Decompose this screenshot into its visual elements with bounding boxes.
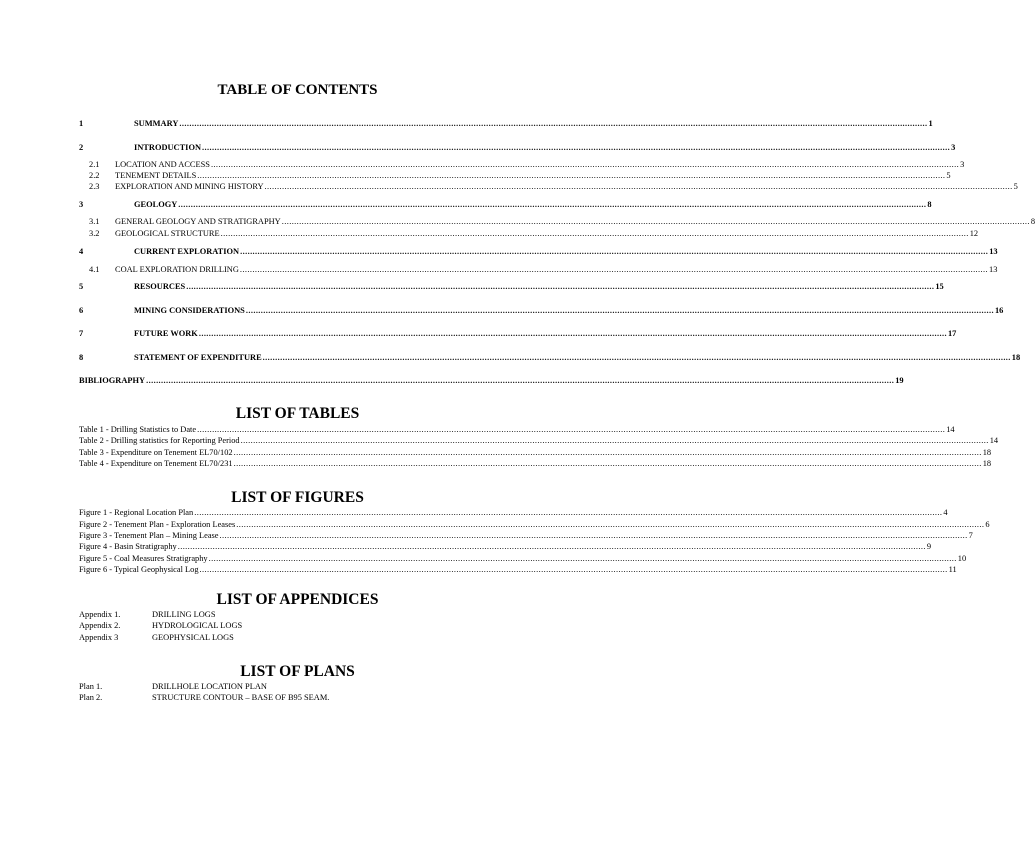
table-entry[interactable] bbox=[79, 459, 992, 469]
toc-entry-introduction[interactable] bbox=[79, 143, 956, 153]
plan-label: STRUCTURE CONTOUR – BASE OF B95 SEAM. bbox=[152, 693, 330, 702]
list-of-tables-title: LIST OF TABLES bbox=[235, 405, 360, 422]
toc-entry-label: FUTURE WORK bbox=[134, 329, 198, 338]
plan-label: DRILLHOLE LOCATION PLAN bbox=[152, 682, 267, 691]
figure-entry[interactable] bbox=[79, 565, 957, 575]
dot-leader: ............................................................................................................................................................................................................................................................................................................ bbox=[219, 531, 968, 540]
toc-entry-page: 19 bbox=[895, 376, 904, 385]
appendix-entry[interactable] bbox=[79, 621, 242, 631]
figure-entry-label: Figure 3 - Tenement Plan – Mining Lease bbox=[79, 531, 219, 540]
toc-entry-number: 3 bbox=[79, 200, 84, 209]
figure-entry-label: Figure 6 - Typical Geophysical Log bbox=[79, 565, 199, 574]
dot-leader: ............................................................................................................................................................................................................................................................................................................ bbox=[177, 542, 926, 551]
toc-entry-summary[interactable] bbox=[79, 119, 933, 129]
toc-subentry-tenement-details[interactable] bbox=[89, 171, 951, 181]
toc-entry-label: MINING CONSIDERATIONS bbox=[134, 306, 245, 315]
list-of-appendices-title: LIST OF APPENDICES bbox=[216, 591, 379, 608]
figure-entry[interactable] bbox=[79, 531, 973, 541]
appendix-ref: Appendix 2. bbox=[79, 621, 121, 630]
table-entry[interactable] bbox=[79, 448, 992, 458]
dot-leader: ............................................................................................................................................................................................................................................................................................................ bbox=[264, 182, 1013, 191]
plan-ref: Plan 1. bbox=[79, 682, 103, 691]
dot-leader: ............................................................................................................................................................................................................................................................................................................ bbox=[240, 436, 989, 445]
table-entry-page: 18 bbox=[982, 459, 992, 468]
dot-leader: ............................................................................................................................................................................................................................................................................................................ bbox=[194, 508, 943, 517]
toc-entry-page: 3 bbox=[951, 143, 956, 152]
table-entry[interactable] bbox=[79, 436, 999, 446]
dot-leader: ............................................................................................................................................................................................................................................................................................................ bbox=[210, 160, 960, 169]
toc-entry-label: RESOURCES bbox=[134, 282, 186, 291]
figure-entry-label: Figure 1 - Regional Location Plan bbox=[79, 508, 194, 517]
dot-leader: ............................................................................................................................................................................................................................................................................................................ bbox=[202, 143, 951, 152]
toc-entry-page: 12 bbox=[969, 229, 979, 238]
appendix-label: HYDROLOGICAL LOGS bbox=[152, 621, 243, 630]
table-entry-page: 14 bbox=[989, 436, 999, 445]
figure-entry-page: 7 bbox=[968, 531, 973, 540]
toc-entry-label: COAL EXPLORATION DRILLING bbox=[115, 265, 239, 274]
toc-entry-number: 4 bbox=[79, 247, 84, 256]
table-entry-page: 14 bbox=[946, 425, 955, 434]
toc-entry-page: 5 bbox=[1013, 182, 1018, 191]
dot-leader: ............................................................................................................................................................................................................................................................................................................ bbox=[186, 282, 935, 291]
figure-entry-page: 11 bbox=[948, 565, 957, 574]
toc-entry-number: 2.2 bbox=[89, 171, 100, 180]
appendix-entry[interactable] bbox=[79, 633, 234, 643]
dot-leader: ............................................................................................................................................................................................................................................................................................................ bbox=[198, 329, 947, 338]
table-entry[interactable] bbox=[79, 425, 955, 435]
toc-entry-future-work[interactable] bbox=[79, 329, 957, 339]
dot-leader: ............................................................................................................................................................................................................................................................................................................ bbox=[197, 425, 946, 434]
figure-entry-page: 6 bbox=[985, 520, 990, 529]
toc-entry-page: 13 bbox=[989, 265, 998, 274]
appendix-ref: Appendix 3 bbox=[79, 633, 119, 642]
toc-entry-number: 2 bbox=[79, 143, 84, 152]
toc-entry-label: STATEMENT OF EXPENDITURE bbox=[134, 353, 262, 362]
toc-entry-page: 8 bbox=[1030, 217, 1035, 226]
toc-entry-label: INTRODUCTION bbox=[134, 143, 202, 152]
toc-entry-resources[interactable] bbox=[79, 282, 944, 292]
plan-ref: Plan 2. bbox=[79, 693, 103, 702]
toc-entry-label: CURRENT EXPLORATION bbox=[134, 247, 240, 256]
figure-entry-page: 10 bbox=[957, 554, 967, 563]
toc-entry-page: 17 bbox=[947, 329, 957, 338]
dot-leader: ............................................................................................................................................................................................................................................................................................................ bbox=[233, 459, 982, 468]
toc-entry-geology[interactable] bbox=[79, 200, 932, 210]
dot-leader: ............................................................................................................................................................................................................................................................................................................ bbox=[178, 200, 927, 209]
toc-subentry-coal-exploration-drilling[interactable] bbox=[89, 265, 998, 275]
dot-leader: ............................................................................................................................................................................................................................................................................................................ bbox=[233, 448, 982, 457]
toc-entry-number: 1 bbox=[79, 119, 84, 128]
figure-entry[interactable] bbox=[79, 542, 932, 552]
table-entry-label: Table 2 - Drilling statistics for Reporting Period bbox=[79, 436, 240, 445]
figure-entry-page: 9 bbox=[926, 542, 932, 551]
toc-entry-number: 3.2 bbox=[89, 229, 100, 238]
dot-leader: ............................................................................................................................................................................................................................................................................................................ bbox=[220, 229, 969, 238]
toc-entry-number: 5 bbox=[79, 282, 84, 291]
list-of-figures-title: LIST OF FIGURES bbox=[231, 489, 364, 506]
dot-leader: ............................................................................................................................................................................................................................................................................................................ bbox=[281, 217, 1030, 226]
toc-entry-page: 1 bbox=[928, 119, 933, 128]
toc-entry-mining-considerations[interactable] bbox=[79, 306, 1004, 316]
toc-entry-label: SUMMARY bbox=[134, 119, 179, 128]
toc-entry-number: 6 bbox=[79, 306, 84, 315]
toc-entry-label: GENERAL GEOLOGY AND STRATIGRAPHY bbox=[115, 217, 281, 226]
toc-entry-page: 5 bbox=[946, 171, 951, 180]
toc-entry-page: 13 bbox=[989, 247, 998, 256]
dot-leader: ............................................................................................................................................................................................................................................................................................................ bbox=[197, 171, 946, 180]
toc-entry-statement-of-expenditure[interactable] bbox=[79, 353, 1021, 363]
toc-title: TABLE OF CONTENTS bbox=[217, 82, 378, 98]
toc-entry-number: 2.3 bbox=[89, 182, 100, 191]
list-of-plans-title: LIST OF PLANS bbox=[240, 663, 355, 680]
figure-entry[interactable] bbox=[79, 520, 990, 530]
appendix-entry[interactable] bbox=[79, 610, 216, 620]
figure-entry[interactable] bbox=[79, 554, 967, 564]
dot-leader: ............................................................................................................................................................................................................................................................................................................ bbox=[236, 520, 985, 529]
toc-entry-number: 3.1 bbox=[89, 217, 100, 226]
dot-leader: ............................................................................................................................................................................................................................................................................................................ bbox=[262, 353, 1011, 362]
toc-entry-label: EXPLORATION AND MINING HISTORY bbox=[115, 182, 264, 191]
table-entry-label: Table 4 - Expenditure on Tenement EL70/231 bbox=[79, 459, 233, 468]
toc-subentry-exploration-history[interactable] bbox=[89, 182, 1018, 192]
figure-entry-label: Figure 2 - Tenement Plan - Exploration Leases bbox=[79, 520, 236, 529]
toc-entry-label: TENEMENT DETAILS bbox=[115, 171, 197, 180]
plan-entry[interactable] bbox=[79, 693, 329, 703]
dot-leader: ............................................................................................................................................................................................................................................................................................................ bbox=[240, 247, 989, 256]
toc-entry-bibliography[interactable] bbox=[79, 376, 904, 386]
figure-entry-label: Figure 4 - Basin Stratigraphy bbox=[79, 542, 177, 551]
dot-leader: ............................................................................................................................................................................................................................................................................................................ bbox=[179, 119, 928, 128]
figure-entry[interactable] bbox=[79, 508, 948, 518]
toc-entry-page: 3 bbox=[960, 160, 965, 169]
toc-entry-page: 8 bbox=[927, 200, 932, 209]
table-entry-page: 18 bbox=[982, 448, 992, 457]
toc-entry-label: GEOLOGICAL STRUCTURE bbox=[115, 229, 220, 238]
appendix-ref: Appendix 1. bbox=[79, 610, 121, 619]
dot-leader: ............................................................................................................................................................................................................................................................................................................ bbox=[239, 265, 989, 274]
table-entry-label: Table 1 - Drilling Statistics to Date bbox=[79, 425, 197, 434]
toc-entry-number: 2.1 bbox=[89, 160, 100, 169]
table-entry-label: Table 3 - Expenditure on Tenement EL70/102 bbox=[79, 448, 233, 457]
toc-entry-number: 8 bbox=[79, 353, 84, 362]
toc-entry-current-exploration[interactable] bbox=[79, 247, 998, 257]
dot-leader: ............................................................................................................................................................................................................................................................................................................ bbox=[199, 565, 948, 574]
toc-entry-label: GEOLOGY bbox=[134, 200, 178, 209]
toc-subentry-general-geology[interactable] bbox=[89, 217, 1035, 227]
dot-leader: ............................................................................................................................................................................................................................................................................................................ bbox=[245, 306, 994, 315]
toc-entry-page: 15 bbox=[935, 282, 944, 291]
figure-entry-label: Figure 5 - Coal Measures Stratigraphy bbox=[79, 554, 208, 563]
dot-leader: ............................................................................................................................................................................................................................................................................................................ bbox=[208, 554, 957, 563]
appendix-label: DRILLING LOGS bbox=[152, 610, 216, 619]
toc-entry-page: 18 bbox=[1011, 353, 1021, 362]
toc-entry-number: 4.1 bbox=[89, 265, 100, 274]
plan-entry[interactable] bbox=[79, 682, 267, 692]
toc-entry-label: BIBLIOGRAPHY bbox=[79, 376, 146, 385]
figure-entry-page: 4 bbox=[943, 508, 948, 517]
toc-entry-label: LOCATION AND ACCESS bbox=[115, 160, 210, 169]
toc-subentry-geological-structure[interactable] bbox=[89, 229, 979, 239]
appendix-label: GEOPHYSICAL LOGS bbox=[152, 633, 234, 642]
toc-entry-number: 7 bbox=[79, 329, 84, 338]
dot-leader: ............................................................................................................................................................................................................................................................................................................ bbox=[146, 376, 895, 385]
toc-entry-page: 16 bbox=[994, 306, 1004, 315]
toc-subentry-location-and-access[interactable] bbox=[89, 160, 965, 170]
